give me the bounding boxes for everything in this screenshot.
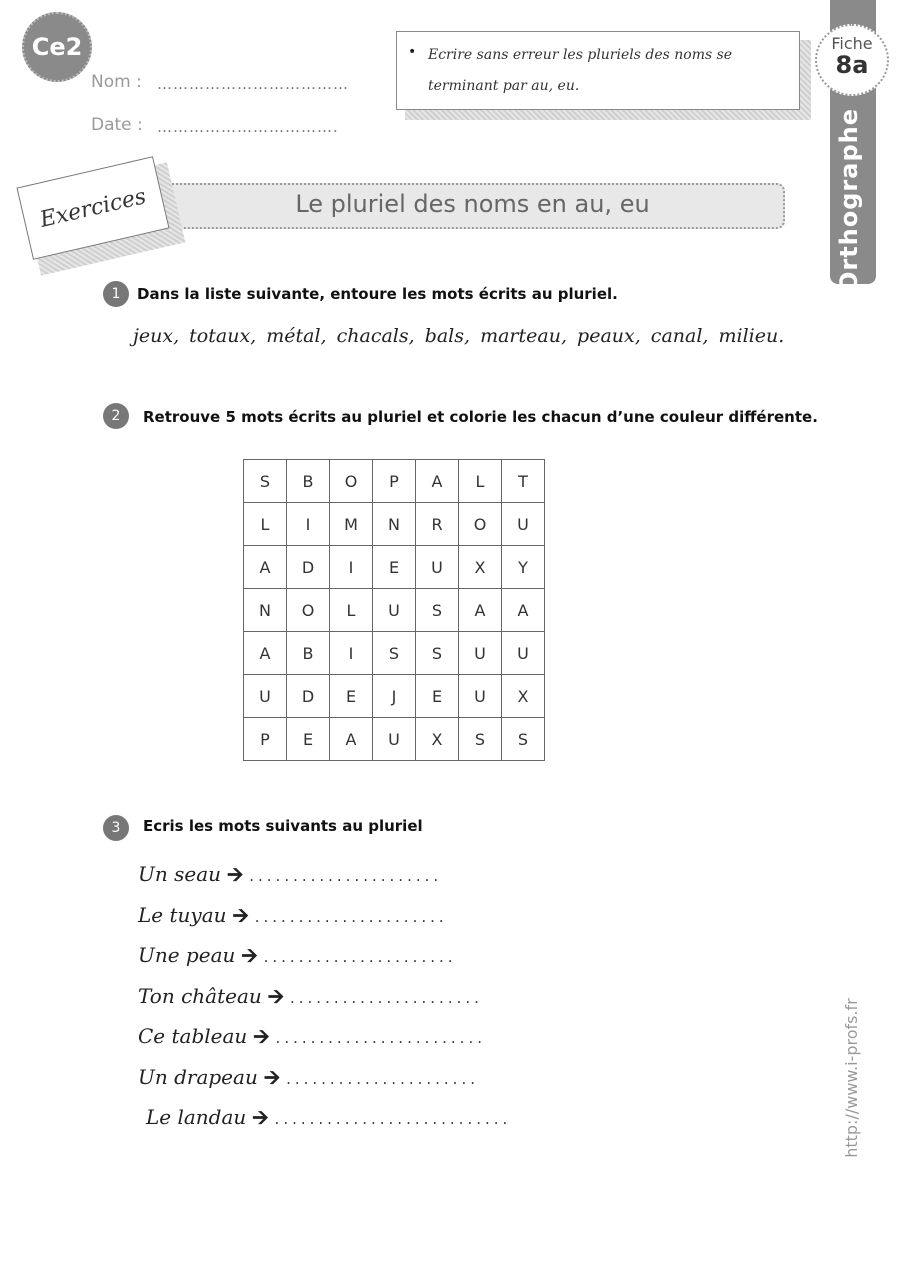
exercise-1-word-list[interactable]: jeux, totaux, métal, chacals, bals, marteau, peaux, canal, milieu. [133,325,785,347]
grid-cell[interactable]: U [373,718,416,761]
answer-field[interactable]: ...................... [249,867,443,885]
arrow-right-icon: 🡪 [227,862,244,886]
grid-row [244,632,545,675]
exercise-3-item [138,1063,479,1097]
fiche-number: 8a [835,51,869,79]
exercise-1-number: 1 [103,281,129,307]
grid-row [244,589,545,632]
exercise-2-number: 2 [103,403,129,429]
grid-cell[interactable]: U [459,632,502,675]
grid-cell[interactable]: I [287,503,330,546]
grid-cell[interactable]: S [416,632,459,675]
grid-cell[interactable]: J [373,675,416,718]
fiche-circle [815,24,889,96]
objective-text: Ecrire sans erreur les pluriels des noms se terminant par au, eu. [428,47,733,94]
grid-cell[interactable]: U [373,589,416,632]
grid-cell[interactable]: U [244,675,287,718]
grid-cell[interactable]: P [373,460,416,503]
grid-row [244,503,545,546]
exercise-3-item [138,860,442,894]
grid-cell[interactable]: U [459,675,502,718]
grid-row [244,460,545,503]
answer-field[interactable]: ...................... [290,988,483,1007]
grid-cell[interactable]: A [416,460,459,503]
grid-cell[interactable]: O [287,589,330,632]
exercise-3-item [138,941,457,975]
grid-cell[interactable]: O [330,460,373,503]
grid-cell[interactable]: A [244,546,287,589]
subject-label: Orthographe [835,107,863,293]
page-title: Le pluriel des noms en au, eu [295,190,650,218]
grid-cell[interactable]: A [459,589,502,632]
site-url: http://www.i-profs.fr [842,998,861,1158]
level-badge: Ce2 [22,12,92,82]
arrow-right-icon: 🡪 [253,1024,270,1048]
exercise-2-instruction: Retrouve 5 mots écrits au pluriel et colorie les chacun d’une couleur différente. [143,408,818,426]
exercise-3-word: Ce tableau [138,1024,248,1048]
exercise-3-word: Ton château [138,983,262,1008]
name-field[interactable]: ……………………………… [157,75,349,93]
grid-cell[interactable]: U [502,632,545,675]
exercise-3-word: Le tuyau [138,902,227,927]
exercise-3-word: Un drapeau [138,1064,258,1089]
grid-cell[interactable]: M [330,503,373,546]
grid-cell[interactable]: Y [502,546,545,589]
grid-cell[interactable]: S [459,718,502,761]
grid-cell[interactable]: X [502,675,545,718]
date-field[interactable]: ……………………………. [157,118,339,136]
name-label: Nom : [91,72,142,92]
answer-field[interactable]: ........................ [275,1029,486,1047]
grid-cell[interactable]: U [502,503,545,546]
grid-cell[interactable]: X [416,718,459,761]
grid-cell[interactable]: N [373,503,416,546]
grid-cell[interactable]: S [244,460,287,503]
exercise-3-item [138,901,448,935]
answer-field[interactable]: ........................... [274,1110,512,1128]
grid-cell[interactable]: A [244,632,287,675]
grid-cell[interactable]: S [502,718,545,761]
grid-cell[interactable]: O [459,503,502,546]
grid-cell[interactable]: A [330,718,373,761]
exercise-3-word: Une peau [138,943,236,967]
arrow-right-icon: 🡪 [252,1105,269,1129]
grid-cell[interactable]: T [502,460,545,503]
grid-cell[interactable]: I [330,632,373,675]
grid-cell[interactable]: L [459,460,502,503]
grid-row [244,718,545,761]
grid-cell[interactable]: B [287,632,330,675]
arrow-right-icon: 🡪 [267,983,284,1008]
exercise-1-instruction: Dans la liste suivante, entoure les mots écrits au pluriel. [137,285,618,303]
arrow-right-icon: 🡪 [232,902,249,927]
answer-field[interactable]: ...................... [254,907,448,926]
grid-cell[interactable]: E [416,675,459,718]
grid-cell[interactable]: L [330,589,373,632]
arrow-right-icon: 🡪 [263,1064,281,1089]
grid-cell[interactable]: N [244,589,287,632]
grid-cell[interactable]: A [502,589,545,632]
answer-field[interactable]: ...................... [286,1069,479,1088]
grid-cell[interactable]: D [287,546,330,589]
answer-field[interactable]: ...................... [263,948,457,966]
exercise-3-item [138,1022,486,1056]
grid-cell[interactable]: S [373,632,416,675]
grid-cell[interactable]: E [287,718,330,761]
grid-cell[interactable]: E [330,675,373,718]
objective-bullet: • [408,44,417,60]
exercise-3-item [146,1103,511,1137]
date-label: Date : [91,115,143,135]
grid-cell[interactable]: U [416,546,459,589]
arrow-right-icon: 🡪 [241,943,258,967]
fiche-label: Fiche [831,34,873,53]
grid-cell[interactable]: B [287,460,330,503]
grid-row [244,675,545,718]
exercices-label: Exercices [37,183,149,233]
exercise-3-instruction: Ecris les mots suivants au pluriel [143,817,423,835]
word-search-grid [243,459,545,761]
grid-row [244,546,545,589]
grid-cell[interactable]: P [244,718,287,761]
exercise-3-number: 3 [103,815,129,841]
grid-cell[interactable]: I [330,546,373,589]
grid-cell[interactable]: D [287,675,330,718]
grid-cell[interactable]: S [416,589,459,632]
grid-cell[interactable]: L [244,503,287,546]
exercise-3-word: Le landau [146,1105,247,1129]
exercise-3-word: Un seau [138,862,221,886]
exercise-3-item [138,982,483,1016]
grid-cell[interactable]: R [416,503,459,546]
grid-cell[interactable]: E [373,546,416,589]
grid-cell[interactable]: X [459,546,502,589]
